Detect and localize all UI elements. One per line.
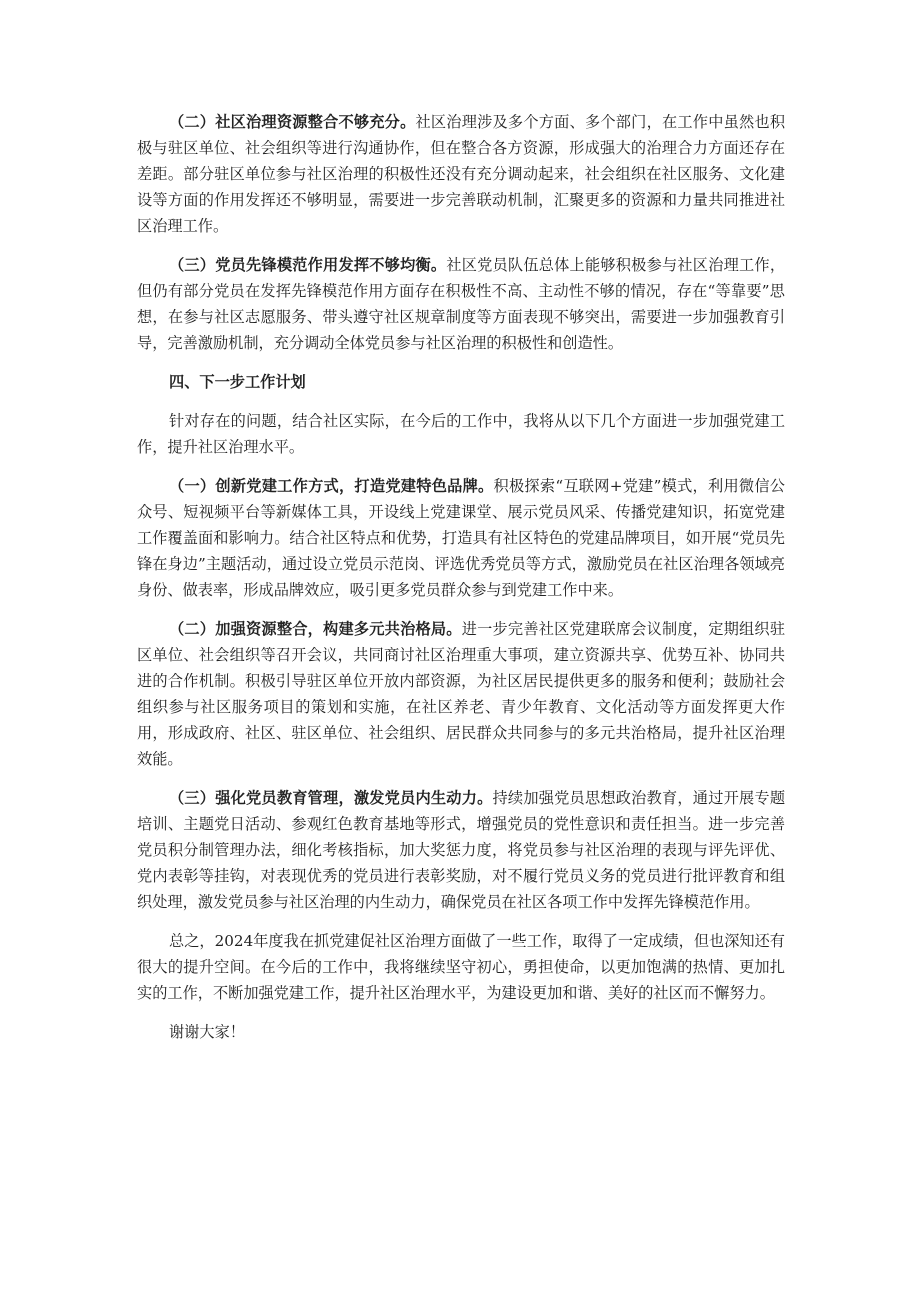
section-heading-next-steps: 四、下一步工作计划 <box>169 373 306 391</box>
plan-paragraph-1 <box>137 473 785 603</box>
problem-2-title: （二）社区治理资源整合不够充分。 <box>169 113 416 131</box>
problem-2-text: 社区治理涉及多个方面、多个部门，在工作中虽然也积极与驻区单位、社会组织等进行沟通协作，但在整合各方资源，形成强大的治理合力方面还存在差距。部分驻区单位参与社区治理的积极性还没有充分调动起来，社会组织在社区服务、文化建设等方面的作用发挥还不够明显，需要进一步完善联动机制，汇聚更多的资源和力量共同推进社区治理工作。 <box>137 113 786 235</box>
closing-remark: 谢谢大家！ <box>169 1023 245 1041</box>
problem-paragraph-3 <box>137 252 785 356</box>
problem-paragraph-2 <box>137 109 785 239</box>
problem-3-text: 社区党员队伍总体上能够积极参与社区治理工作，但仍有部分党员在发挥先锋模范作用方面存在积极性不高、主动性不够的情况，存在“等靠要”思想，在参与社区志愿服务、带头遵守社区规章制度等方面表现不够突出，需要进一步加强教育引导，完善激励机制，充分调动全体党员参与社区治理的积极性和创造性。 <box>137 256 786 352</box>
plan-paragraph-3 <box>137 785 785 915</box>
plan-2-title: （二）加强资源整合，构建多元共治格局。 <box>169 620 462 638</box>
plan-paragraph-2 <box>137 616 785 772</box>
conclusion-paragraph: 总之，2024年度我在抓党建促社区治理方面做了一些工作，取得了一定成绩，但也深知还有很大的提升空间。在今后的工作中，我将继续坚守初心，勇担使命，以更加饱满的热情、更加扎实的工作，不断加强党建工作，提升社区治理水平，为建设更加和谐、美好的社区而不懈努力。 <box>137 932 785 1002</box>
plan-1-text: 积极探索“互联网+党建”模式，利用微信公众号、短视频平台等新媒体工具，开设线上党建课堂、展示党员风采、传播党建知识，拓宽党建工作覆盖面和影响力。结合社区特点和优势，打造具有社区特色的党建品牌项目，如开展“党员先锋在身边”主题活动，通过设立党员示范岗、评选优秀党员等方式，激励党员在社区治理各领域亮身份、做表率，形成品牌效应，吸引更多党员群众参与到党建工作中来。 <box>137 477 785 599</box>
problem-3-title: （三）党员先锋模范作用发挥不够均衡。 <box>169 256 447 274</box>
plan-2-text: 进一步完善社区党建联席会议制度，定期组织驻区单位、社会组织等召开会议，共同商讨社区治理重大事项，建立资源共享、优势互补、协同共进的合作机制。积极引导驻区单位开放内部资源，为社区居民提供更多的服务和便利；鼓励社会组织参与社区服务项目的策划和实施，在社区养老、青少年教育、文化活动等方面发挥更大作用，形成政府、社区、驻区单位、社会组织、居民群众共同参与的多元共治格局，提升社区治理效能。 <box>137 620 786 768</box>
plan-3-text: 持续加强党员思想政治教育，通过开展专题培训、主题党日活动、参观红色教育基地等形式，增强党员的党性意识和责任担当。进一步完善党员积分制管理办法，细化考核指标，加大奖惩力度，将党员参与社区治理的表现与评先评优、党内表彰等挂钩，对表现优秀的党员进行表彰奖励，对不履行党员义务的党员进行批评教育和组织处理，激发党员参与社区治理的内生动力，确保党员在社区各项工作中发挥先锋模范作用。 <box>137 789 786 911</box>
plan-intro-paragraph: 针对存在的问题，结合社区实际，在今后的工作中，我将从以下几个方面进一步加强党建工作，提升社区治理水平。 <box>137 412 785 456</box>
plan-1-title: （一）创新党建工作方式，打造党建特色品牌。 <box>169 477 494 495</box>
document-body <box>137 109 785 1045</box>
plan-3-title: （三）强化党员教育管理，激发党员内生动力。 <box>169 789 493 807</box>
